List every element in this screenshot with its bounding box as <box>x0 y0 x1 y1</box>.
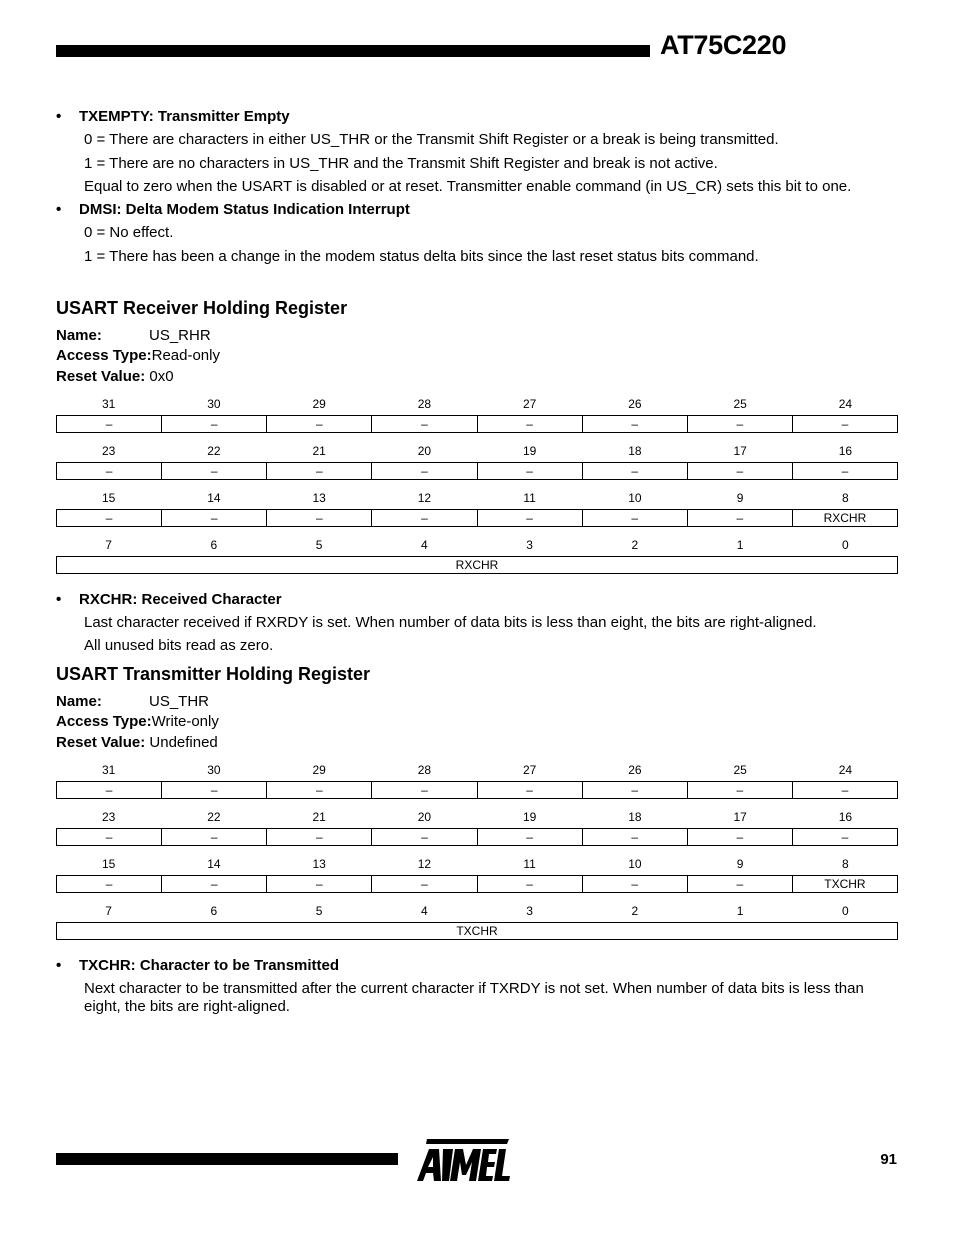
bullet-txempty: • TXEMPTY: Transmitter Empty <box>56 108 290 125</box>
bit-number: 19 <box>522 810 537 824</box>
bit-number: 4 <box>421 904 428 918</box>
section-heading-thr: USART Transmitter Holding Register <box>56 664 371 684</box>
register-bit-table <box>56 397 898 585</box>
bit-number: 10 <box>628 491 642 505</box>
bit-field: – <box>372 463 477 479</box>
bit-number: 27 <box>522 763 537 777</box>
header-rule <box>56 45 650 57</box>
bit-number: 18 <box>628 810 642 824</box>
bit-number: 21 <box>312 444 326 458</box>
bit-field: – <box>583 876 688 892</box>
bit-number: 30 <box>207 763 221 777</box>
bit-number: 7 <box>105 904 112 918</box>
bit-field: – <box>478 463 583 479</box>
bit-number: 16 <box>838 444 853 458</box>
bit-number: 5 <box>315 904 323 918</box>
bit-number-row <box>56 763 898 781</box>
register-row <box>56 857 898 893</box>
section-heading-rhr: USART Receiver Holding Register <box>56 298 348 318</box>
bit-number: 24 <box>838 397 853 411</box>
bit-number: 11 <box>523 857 536 871</box>
bit-field: – <box>57 510 162 526</box>
register-access-type: Access Type:Write-only <box>56 713 219 730</box>
paragraph: 1 = There has been a change in the modem status delta bits since the last reset status bits command. <box>84 248 759 265</box>
bit-field: – <box>57 876 162 892</box>
bit-number: 3 <box>526 904 533 918</box>
bit-number: 0 <box>842 538 849 552</box>
bit-field: – <box>688 510 793 526</box>
bit-number: 31 <box>101 763 116 777</box>
bit-field-row <box>56 556 898 574</box>
bit-field: TXCHR <box>456 924 498 938</box>
bit-number: 14 <box>207 491 221 505</box>
register-name: Name: US_RHR <box>56 327 211 344</box>
bit-number: 30 <box>207 397 221 411</box>
bit-number: 7 <box>105 538 112 552</box>
bit-field: – <box>267 829 372 845</box>
bit-field: RXCHR <box>823 511 867 525</box>
register-row <box>56 444 898 480</box>
bit-number: 1 <box>736 538 744 552</box>
bit-number-row <box>56 538 898 556</box>
bit-field: – <box>372 782 477 798</box>
bullet-dmsi: • DMSI: Delta Modem Status Indication Interrupt <box>56 201 410 218</box>
bit-number: 22 <box>207 810 221 824</box>
bit-number: 10 <box>628 857 642 871</box>
bit-number: 9 <box>736 491 744 505</box>
bit-field: – <box>372 416 477 432</box>
bit-number: 15 <box>101 491 116 505</box>
register-row <box>56 397 898 433</box>
bit-number-row <box>56 491 898 509</box>
bit-field: – <box>841 830 849 844</box>
bit-number: 1 <box>736 904 744 918</box>
bit-field-row <box>56 828 898 846</box>
bullet-txchr: • TXCHR: Character to be Transmitted <box>56 957 340 974</box>
bit-field: – <box>267 510 372 526</box>
bit-field: – <box>688 829 793 845</box>
bit-field: – <box>841 464 849 478</box>
bit-field: – <box>162 416 267 432</box>
register-row <box>56 904 898 940</box>
register-name: Name: US_THR <box>56 693 210 710</box>
bullet-rxchr: • RXCHR: Received Character <box>56 591 282 608</box>
bit-field: – <box>583 829 688 845</box>
bit-number: 12 <box>417 857 432 871</box>
bit-number: 17 <box>733 810 747 824</box>
bit-field: – <box>267 876 372 892</box>
bit-number: 24 <box>838 763 853 777</box>
bit-field: – <box>478 416 583 432</box>
register-row <box>56 810 898 846</box>
bit-number: 4 <box>421 538 428 552</box>
bit-number: 14 <box>207 857 221 871</box>
bullet-title: DMSI: Delta Modem Status Indication Interrupt <box>79 201 410 218</box>
bit-number: 13 <box>312 857 326 871</box>
bit-field: – <box>583 510 688 526</box>
bit-number: 18 <box>628 444 642 458</box>
bit-number: 28 <box>417 763 432 777</box>
bit-field: – <box>583 416 688 432</box>
bit-field: – <box>57 782 162 798</box>
bit-number: 0 <box>842 904 849 918</box>
bit-field: – <box>57 463 162 479</box>
bit-number: 15 <box>101 857 116 871</box>
bit-field: TXCHR <box>824 877 866 891</box>
bit-field: – <box>267 463 372 479</box>
paragraph: 1 = There are no characters in US_THR and the Transmit Shift Register and break is not active. <box>84 155 718 172</box>
paragraph: Equal to zero when the USART is disabled or at reset. Transmitter enable command (in US_CR) sets this bit to one. <box>84 178 852 195</box>
register-row <box>56 491 898 527</box>
bit-field: – <box>267 782 372 798</box>
bit-field: – <box>57 416 162 432</box>
bit-field: – <box>688 416 793 432</box>
bit-field: – <box>688 876 793 892</box>
bit-field: – <box>478 782 583 798</box>
bit-number: 28 <box>417 397 432 411</box>
bit-number: 12 <box>417 491 432 505</box>
bit-number: 2 <box>631 538 639 552</box>
paragraph: All unused bits read as zero. <box>84 637 274 654</box>
bit-field-row <box>56 781 898 799</box>
bit-number: 8 <box>842 491 849 505</box>
bit-number: 6 <box>210 904 218 918</box>
bit-number-row <box>56 397 898 415</box>
bit-field: – <box>372 829 477 845</box>
bit-number: 8 <box>842 857 849 871</box>
bit-number: 21 <box>312 810 326 824</box>
bit-number: 5 <box>315 538 323 552</box>
bit-number: 23 <box>101 810 116 824</box>
bit-field: – <box>583 782 688 798</box>
bit-number: 26 <box>628 763 642 777</box>
bit-field: – <box>162 782 267 798</box>
bit-field: – <box>478 829 583 845</box>
bit-number: 31 <box>101 397 116 411</box>
register-access-type: Access Type:Read-only <box>56 347 220 364</box>
bit-number-row <box>56 810 898 828</box>
bit-number: 13 <box>312 491 326 505</box>
bit-field: – <box>267 416 372 432</box>
bit-field: – <box>688 463 793 479</box>
bit-field: – <box>372 876 477 892</box>
document-title: AT75C220 <box>660 30 787 60</box>
bit-number: 19 <box>522 444 537 458</box>
bit-field: – <box>162 463 267 479</box>
bit-number: 26 <box>628 397 642 411</box>
register-row <box>56 538 898 574</box>
bit-field: – <box>688 782 793 798</box>
bit-number: 23 <box>101 444 116 458</box>
footer-rule <box>56 1153 398 1165</box>
bit-field: – <box>478 510 583 526</box>
bit-field: – <box>57 829 162 845</box>
bit-field: – <box>372 510 477 526</box>
bit-field-row <box>56 875 898 893</box>
bit-number: 3 <box>526 538 533 552</box>
paragraph: 0 = No effect. <box>84 224 174 241</box>
bit-field: – <box>162 876 267 892</box>
paragraph: Last character received if RXRDY is set. When number of data bits is less than eight, the bits are right-aligned. <box>84 614 817 631</box>
bullet-title: TXCHR: Character to be Transmitted <box>79 957 340 974</box>
bit-number: 17 <box>733 444 747 458</box>
bit-number: 6 <box>210 538 218 552</box>
bullet-title: TXEMPTY: Transmitter Empty <box>79 108 290 125</box>
bullet-title: RXCHR: Received Character <box>79 591 282 608</box>
bit-field: – <box>583 463 688 479</box>
register-reset-value: Reset Value: 0x0 <box>56 368 174 385</box>
bit-field-row <box>56 415 898 433</box>
atmel-logo-icon <box>413 1135 513 1185</box>
register-row <box>56 763 898 799</box>
register-bit-table <box>56 763 898 951</box>
bit-number: 16 <box>838 810 853 824</box>
bit-number: 27 <box>522 397 537 411</box>
bit-field-row <box>56 462 898 480</box>
bit-field: – <box>841 783 849 797</box>
bit-field: – <box>478 876 583 892</box>
bit-number-row <box>56 904 898 922</box>
bit-number-row <box>56 444 898 462</box>
bit-field-row <box>56 509 898 527</box>
bit-number: 25 <box>733 763 747 777</box>
bit-number: 20 <box>417 810 432 824</box>
register-reset-value: Reset Value: Undefined <box>56 734 218 751</box>
page-number: 91 <box>880 1151 897 1168</box>
bit-number: 22 <box>207 444 221 458</box>
bit-field: – <box>162 829 267 845</box>
bit-field: RXCHR <box>455 558 499 572</box>
bit-number: 20 <box>417 444 432 458</box>
bit-number: 29 <box>312 397 326 411</box>
bit-number: 11 <box>523 491 536 505</box>
bit-number-row <box>56 857 898 875</box>
bit-field: – <box>162 510 267 526</box>
paragraph: 0 = There are characters in either US_THR or the Transmit Shift Register or a break is being transmitted. <box>84 131 779 148</box>
bit-number: 2 <box>631 904 639 918</box>
bit-field: – <box>841 417 849 431</box>
paragraph: Next character to be transmitted after the current character if TXRDY is not set. When number of data bits is less than eight, the bits are right-aligned. <box>84 980 864 1015</box>
bit-number: 9 <box>736 857 744 871</box>
bit-field-row <box>56 922 898 940</box>
bit-number: 29 <box>312 763 326 777</box>
bit-number: 25 <box>733 397 747 411</box>
